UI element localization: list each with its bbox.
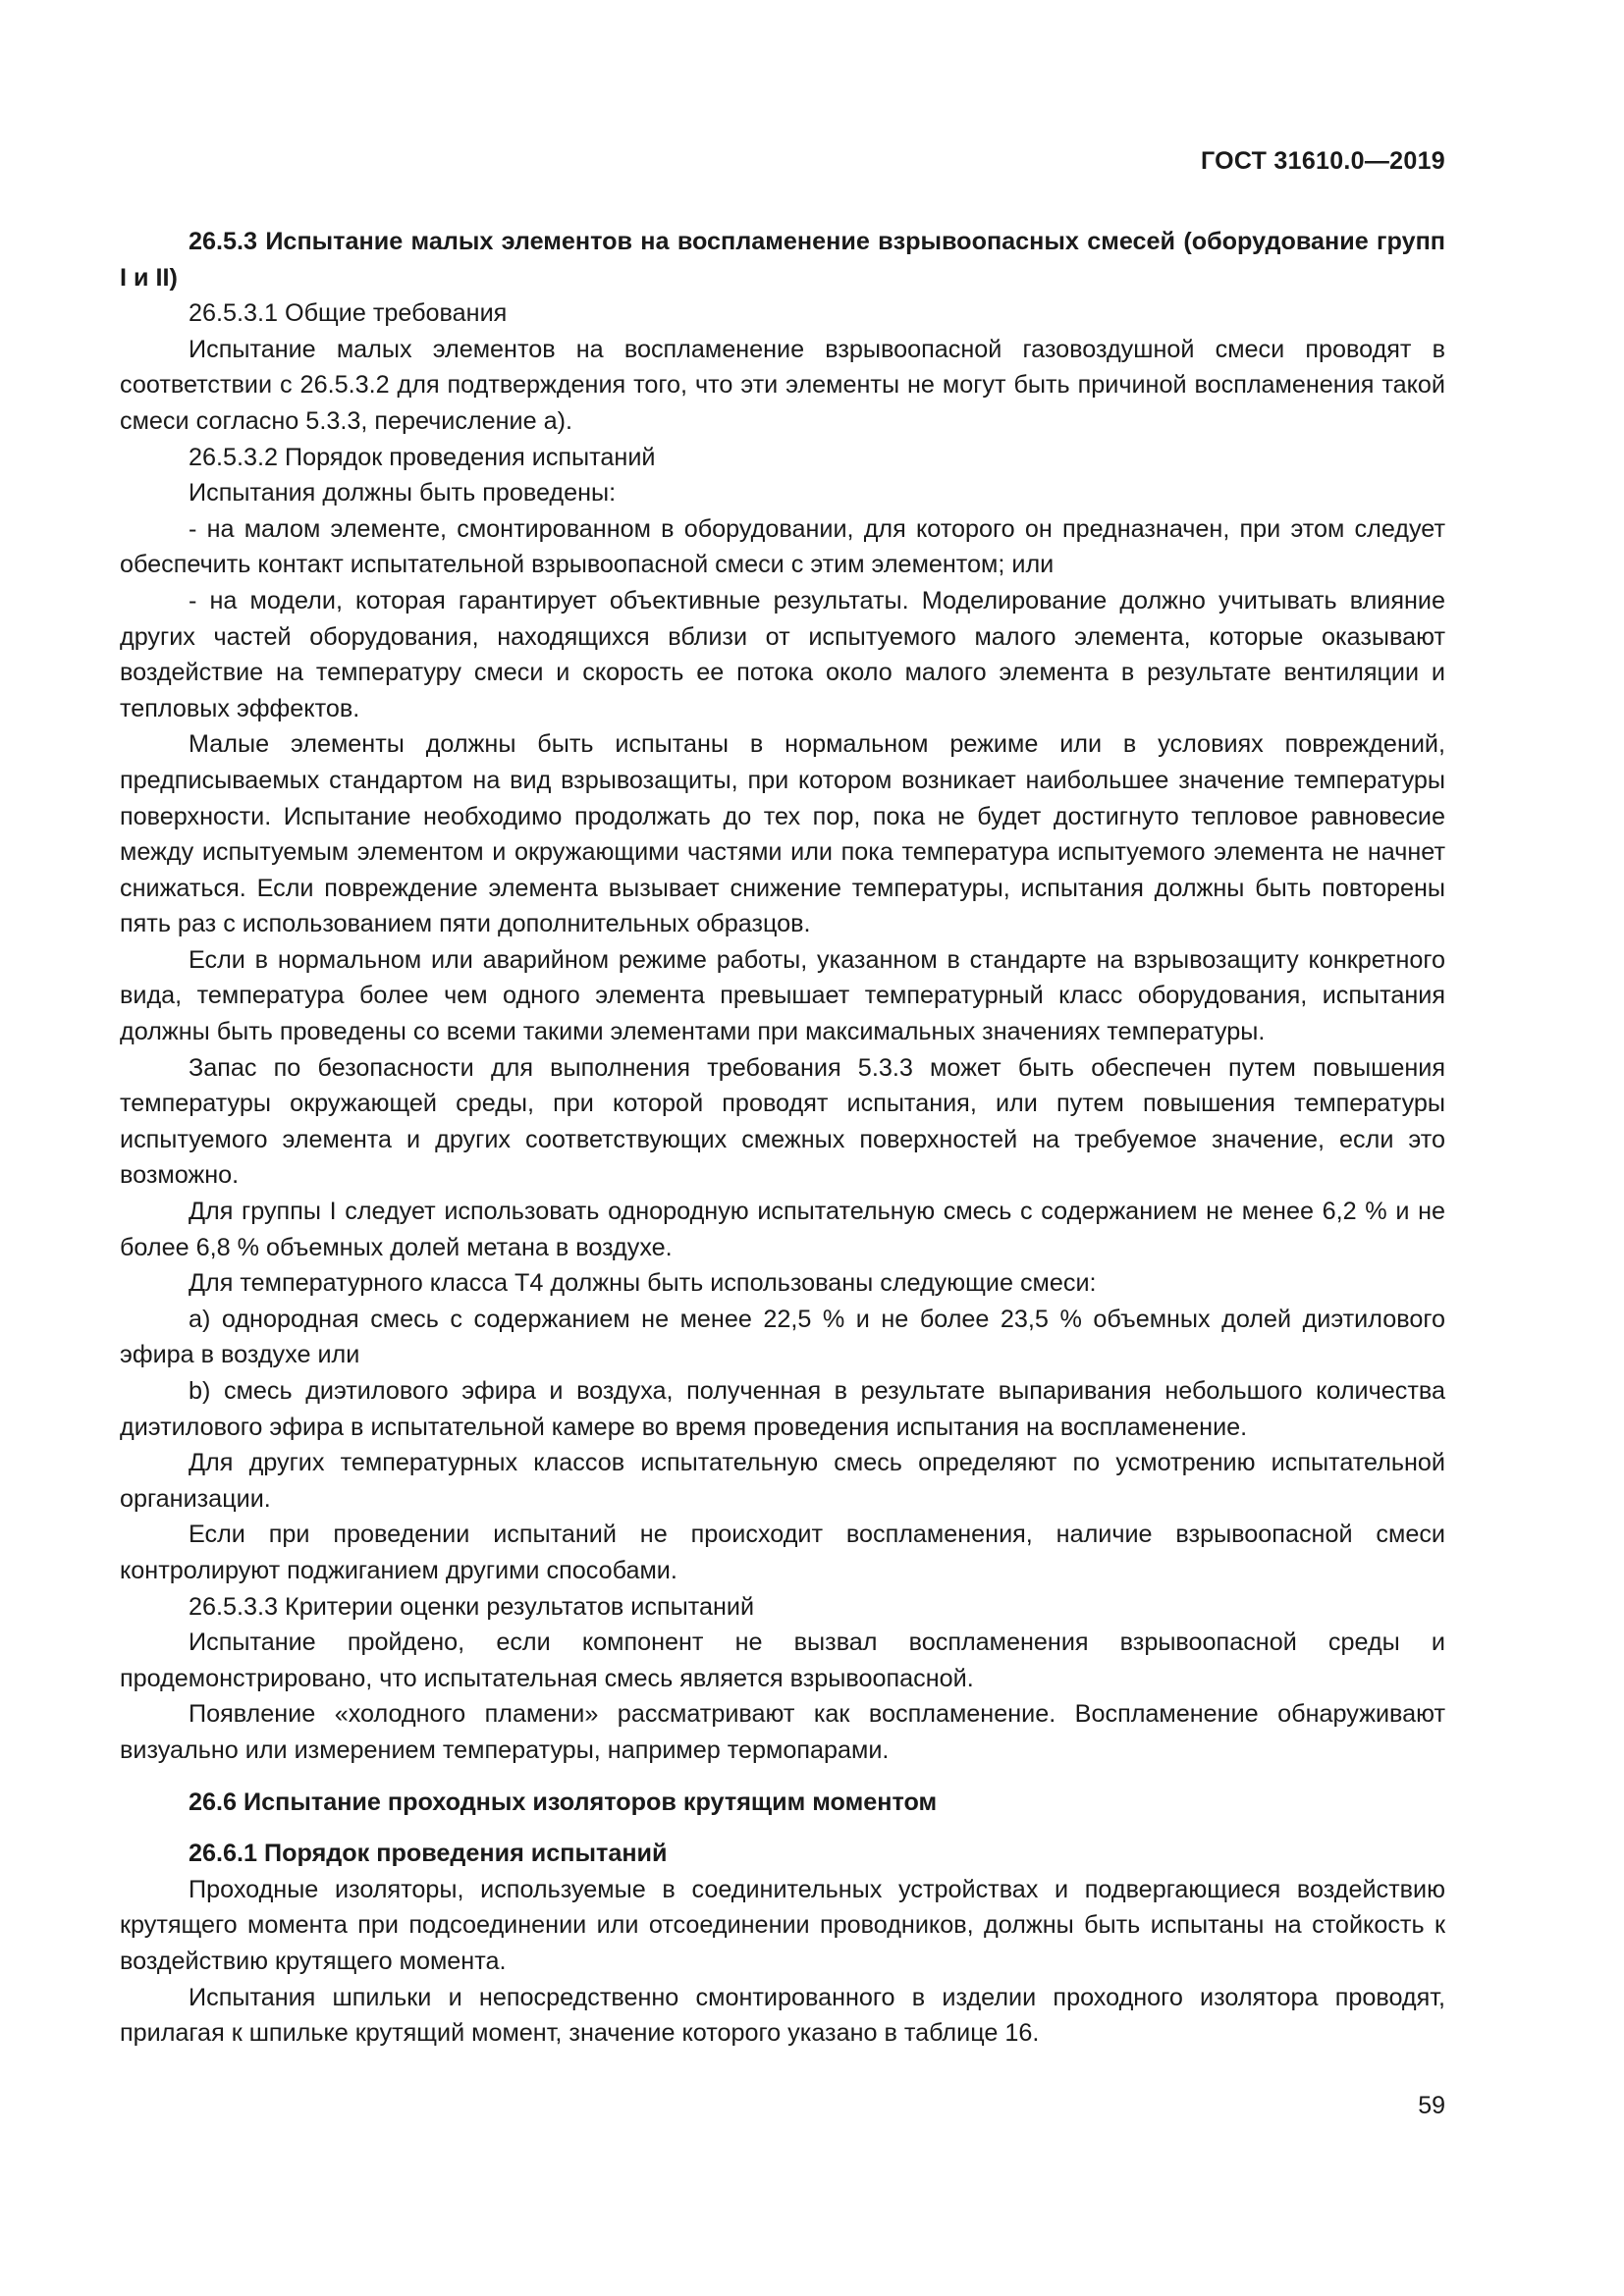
paragraph: Для группы I следует использовать однородную испытательную смесь с содержанием не менее 6,2 % и не более 6,8 % объемных долей метана в воздухе. <box>120 1198 1445 1261</box>
paragraph: Если при проведении испытаний не происходит воспламенения, наличие взрывоопасной смеси контролируют поджиганием другими способами. <box>120 1521 1445 1584</box>
paragraph: Проходные изоляторы, используемые в соединительных устройствах и подвергающиеся воздействию крутящего момента при подсоединении или отсоединении проводников, должны быть испытаны на стойкость к воздействию крутящего момента. <box>120 1875 1445 1975</box>
subheading-26-5-3-2: 26.5.3.2 Порядок проведения испытаний <box>189 443 656 471</box>
heading-26-5-3: 26.5.3 Испытание малых элементов на воспламенение взрывоопасных смесей (оборудование групп I и II) <box>120 228 1445 292</box>
paragraph: Для других температурных классов испытательную смесь определяют по усмотрению испытательной организации. <box>120 1449 1445 1513</box>
heading-26-6: 26.6 Испытание проходных изоляторов крутящим моментом <box>189 1788 938 1816</box>
subheading-26-5-3-3: 26.5.3.3 Критерии оценки результатов испытаний <box>189 1592 755 1621</box>
paragraph: Испытание малых элементов на воспламенение взрывоопасной газовоздушной смеси проводят в соответствии с 26.5.3.2 для подтверждения того, что эти элементы не могут быть причиной воспламенения такой смеси согласно 5.3.3, перечисление а). <box>120 335 1445 435</box>
paragraph: Испытания должны быть проведены: <box>189 479 617 507</box>
document-body <box>120 224 1445 2052</box>
paragraph: Запас по безопасности для выполнения требования 5.3.3 может быть обеспечен путем повышения температуры окружающей среды, при которой проводят испытания, или путем повышения температуры испытуемого элемента и других соответствующих смежных поверхностей на требуемое значение, если это возможно. <box>120 1053 1445 1190</box>
paragraph: Если в нормальном или аварийном режиме работы, указанном в стандарте на взрывозащиту конкретного вида, температура более чем одного элемента превышает температурный класс оборудования, испытания должны быть проведены со всеми такими элементами при максимальных значениях температуры. <box>120 945 1445 1046</box>
document-header-id: ГОСТ 31610.0—2019 <box>1200 147 1445 175</box>
page-number: 59 <box>1418 2092 1445 2119</box>
list-item: а) однородная смесь с содержанием не менее 22,5 % и не более 23,5 % объемных долей диэтилового эфира в воздухе или <box>120 1305 1445 1369</box>
paragraph: Испытание пройдено, если компонент не вызвал воспламенения взрывоопасной среды и продемонстрировано, что испытательная смесь является взрывоопасной. <box>120 1629 1445 1692</box>
list-item: - на модели, которая гарантирует объективные результаты. Моделирование должно учитывать влияние других частей оборудования, находящихся вблизи от испытуемого малого элемента, которые оказывают воздействие на температуру смеси и скорость ее потока около малого элемента в результате вентиляции и тепловых эффектов. <box>120 586 1445 722</box>
paragraph: Малые элементы должны быть испытаны в нормальном режиме или в условиях повреждений, предписываемых стандартом на вид взрывозащиты, при котором возникает наибольшее значение температуры поверхности. Испытание необходимо продолжать до тех пор, пока не будет достигнуто тепловое равновесие между испытуемым элементом и окружающими частями или пока температура испытуемого элемента не начнет снижаться. Если повреждение элемента вызывает снижение температуры, испытания должны быть повторены пять раз с использованием пяти дополнительных образцов. <box>120 730 1445 938</box>
heading-26-6-1: 26.6.1 Порядок проведения испытаний <box>189 1840 668 1868</box>
paragraph: Для температурного класса Т4 должны быть использованы следующие смеси: <box>189 1269 1097 1298</box>
list-item: b) смесь диэтилового эфира и воздуха, полученная в результате выпаривания небольшого количества диэтилового эфира в испытательной камере во время проведения испытания на воспламенение. <box>120 1377 1445 1441</box>
list-item: - на малом элементе, смонтированном в оборудовании, для которого он предназначен, при этом следует обеспечить контакт испытательной взрывоопасной смеси с этим элементом; или <box>120 514 1445 579</box>
paragraph: Испытания шпильки и непосредственно смонтированного в изделии проходного изолятора проводят, прилагая к шпильке крутящий момент, значение которого указано в таблице 16. <box>120 1983 1445 2048</box>
subheading-26-5-3-1: 26.5.3.1 Общие требования <box>189 299 508 328</box>
paragraph: Появление «холодного пламени» рассматривают как воспламенение. Воспламенение обнаруживают визуально или измерением температуры, например термопарами. <box>120 1700 1445 1764</box>
